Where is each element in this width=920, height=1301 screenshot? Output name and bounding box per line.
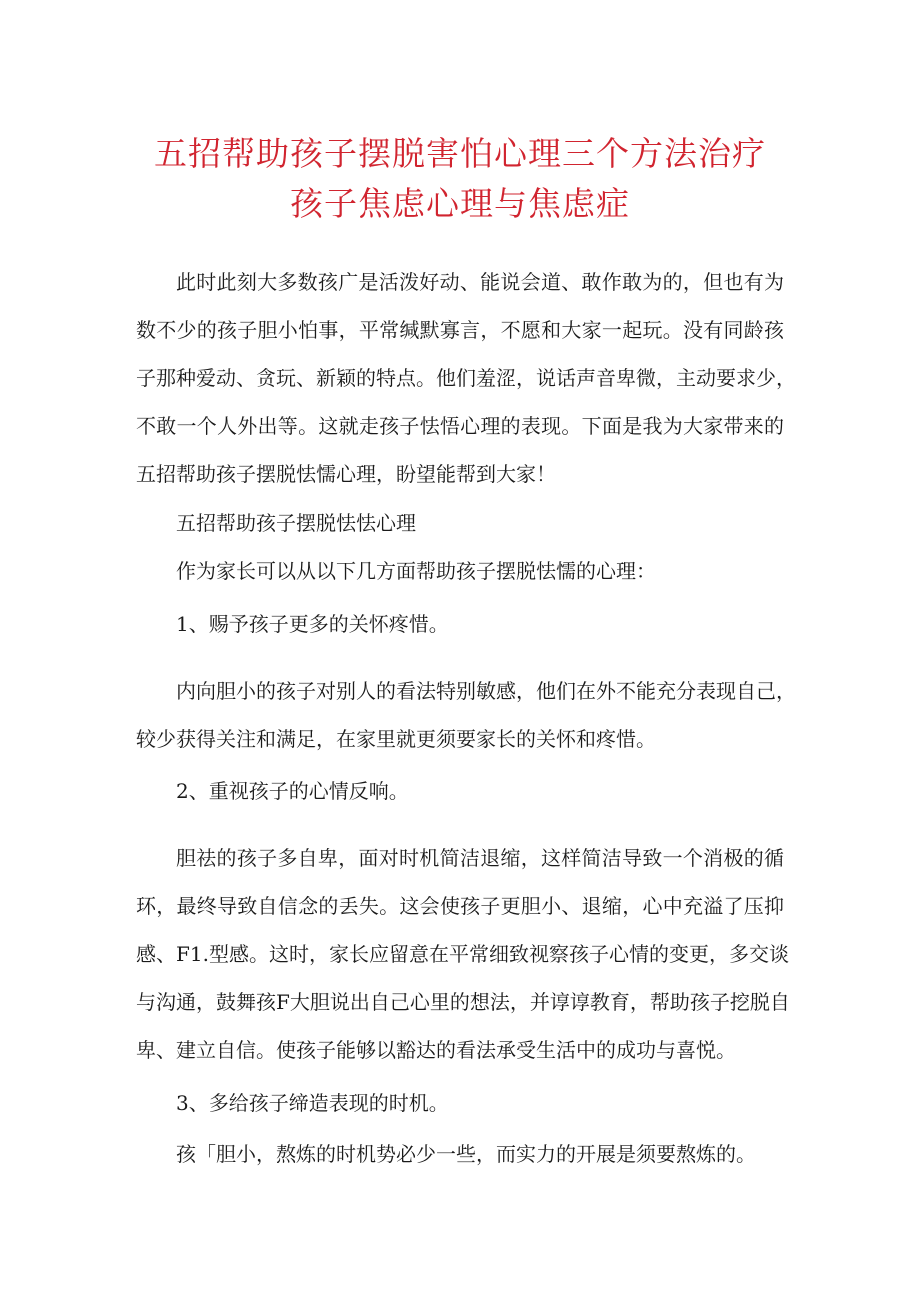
intro-line: 此时此刻大多数孩广是活泼好动、能说会道、敢作敢为的，但也有为 bbox=[176, 270, 784, 294]
point-1-heading: 1、赐予孩子更多的关怀疼惜。 bbox=[176, 612, 449, 636]
section-subheading: 五招帮助孩子摆脱怯怯心理 bbox=[176, 511, 416, 535]
point-2-heading: 2、重视孩子的心情反响。 bbox=[176, 779, 409, 803]
point-2-line: 与沟通，鼓舞孩F大胆说出自己心里的想法，并谆谆教育，帮助孩子挖脱自 bbox=[136, 990, 790, 1014]
intro-line: 子那种爱动、贪玩、新颖的特点。他们羞涩，说话声音卑微，主动要求少， bbox=[136, 366, 796, 390]
point-1-line: 较少获得关注和满足，在家里就更须要家长的关怀和疼惜。 bbox=[136, 727, 656, 751]
document-title-line-1: 五招帮助孩子摆脱害怕心理三个方法治疗 bbox=[154, 134, 766, 173]
lead-sentence: 作为家长可以从以下几方面帮助孩子摆脱怯懦的心理： bbox=[176, 559, 656, 583]
point-2-line: 感、F1.型感。这时，家长应留意在平常细致视察孩子心情的变更，多交谈 bbox=[136, 942, 789, 966]
point-2-line: 卑、建立自信。使孩子能够以豁达的看法承受生活中的成功与喜悦。 bbox=[136, 1038, 736, 1062]
point-1-line: 内向胆小的孩子对别人的看法特别敏感，他们在外不能充分表现自己， bbox=[176, 679, 796, 703]
point-3-line: 孩「胆小，熬炼的时机势必少一些，而实力的开展是须要熬炼的。 bbox=[176, 1142, 756, 1166]
point-2-line: 胆祛的孩子多自卑，面对时机简洁退缩，这样简洁导致一个消极的循 bbox=[176, 846, 784, 870]
intro-line: 数不少的孩子胆小怕事，平常缄默寡言，不愿和大家一起玩。没有同龄孩 bbox=[136, 318, 784, 342]
point-3-heading: 3、多给孩子缔造表现的时机。 bbox=[176, 1091, 449, 1115]
document-title-line-2: 孩子焦虑心理与焦虑症 bbox=[290, 184, 630, 223]
intro-line: 五招帮助孩子摆脱怯懦心理，盼望能帮到大家！ bbox=[136, 462, 556, 486]
intro-line: 不敢一个人外出等。这就走孩子怯悟心理的表现。下面是我为大家带来的 bbox=[136, 414, 784, 438]
point-2-line: 环，最终导致自信念的丢失。这会使孩子更胆小、退缩，心中充溢了压抑 bbox=[136, 894, 784, 918]
